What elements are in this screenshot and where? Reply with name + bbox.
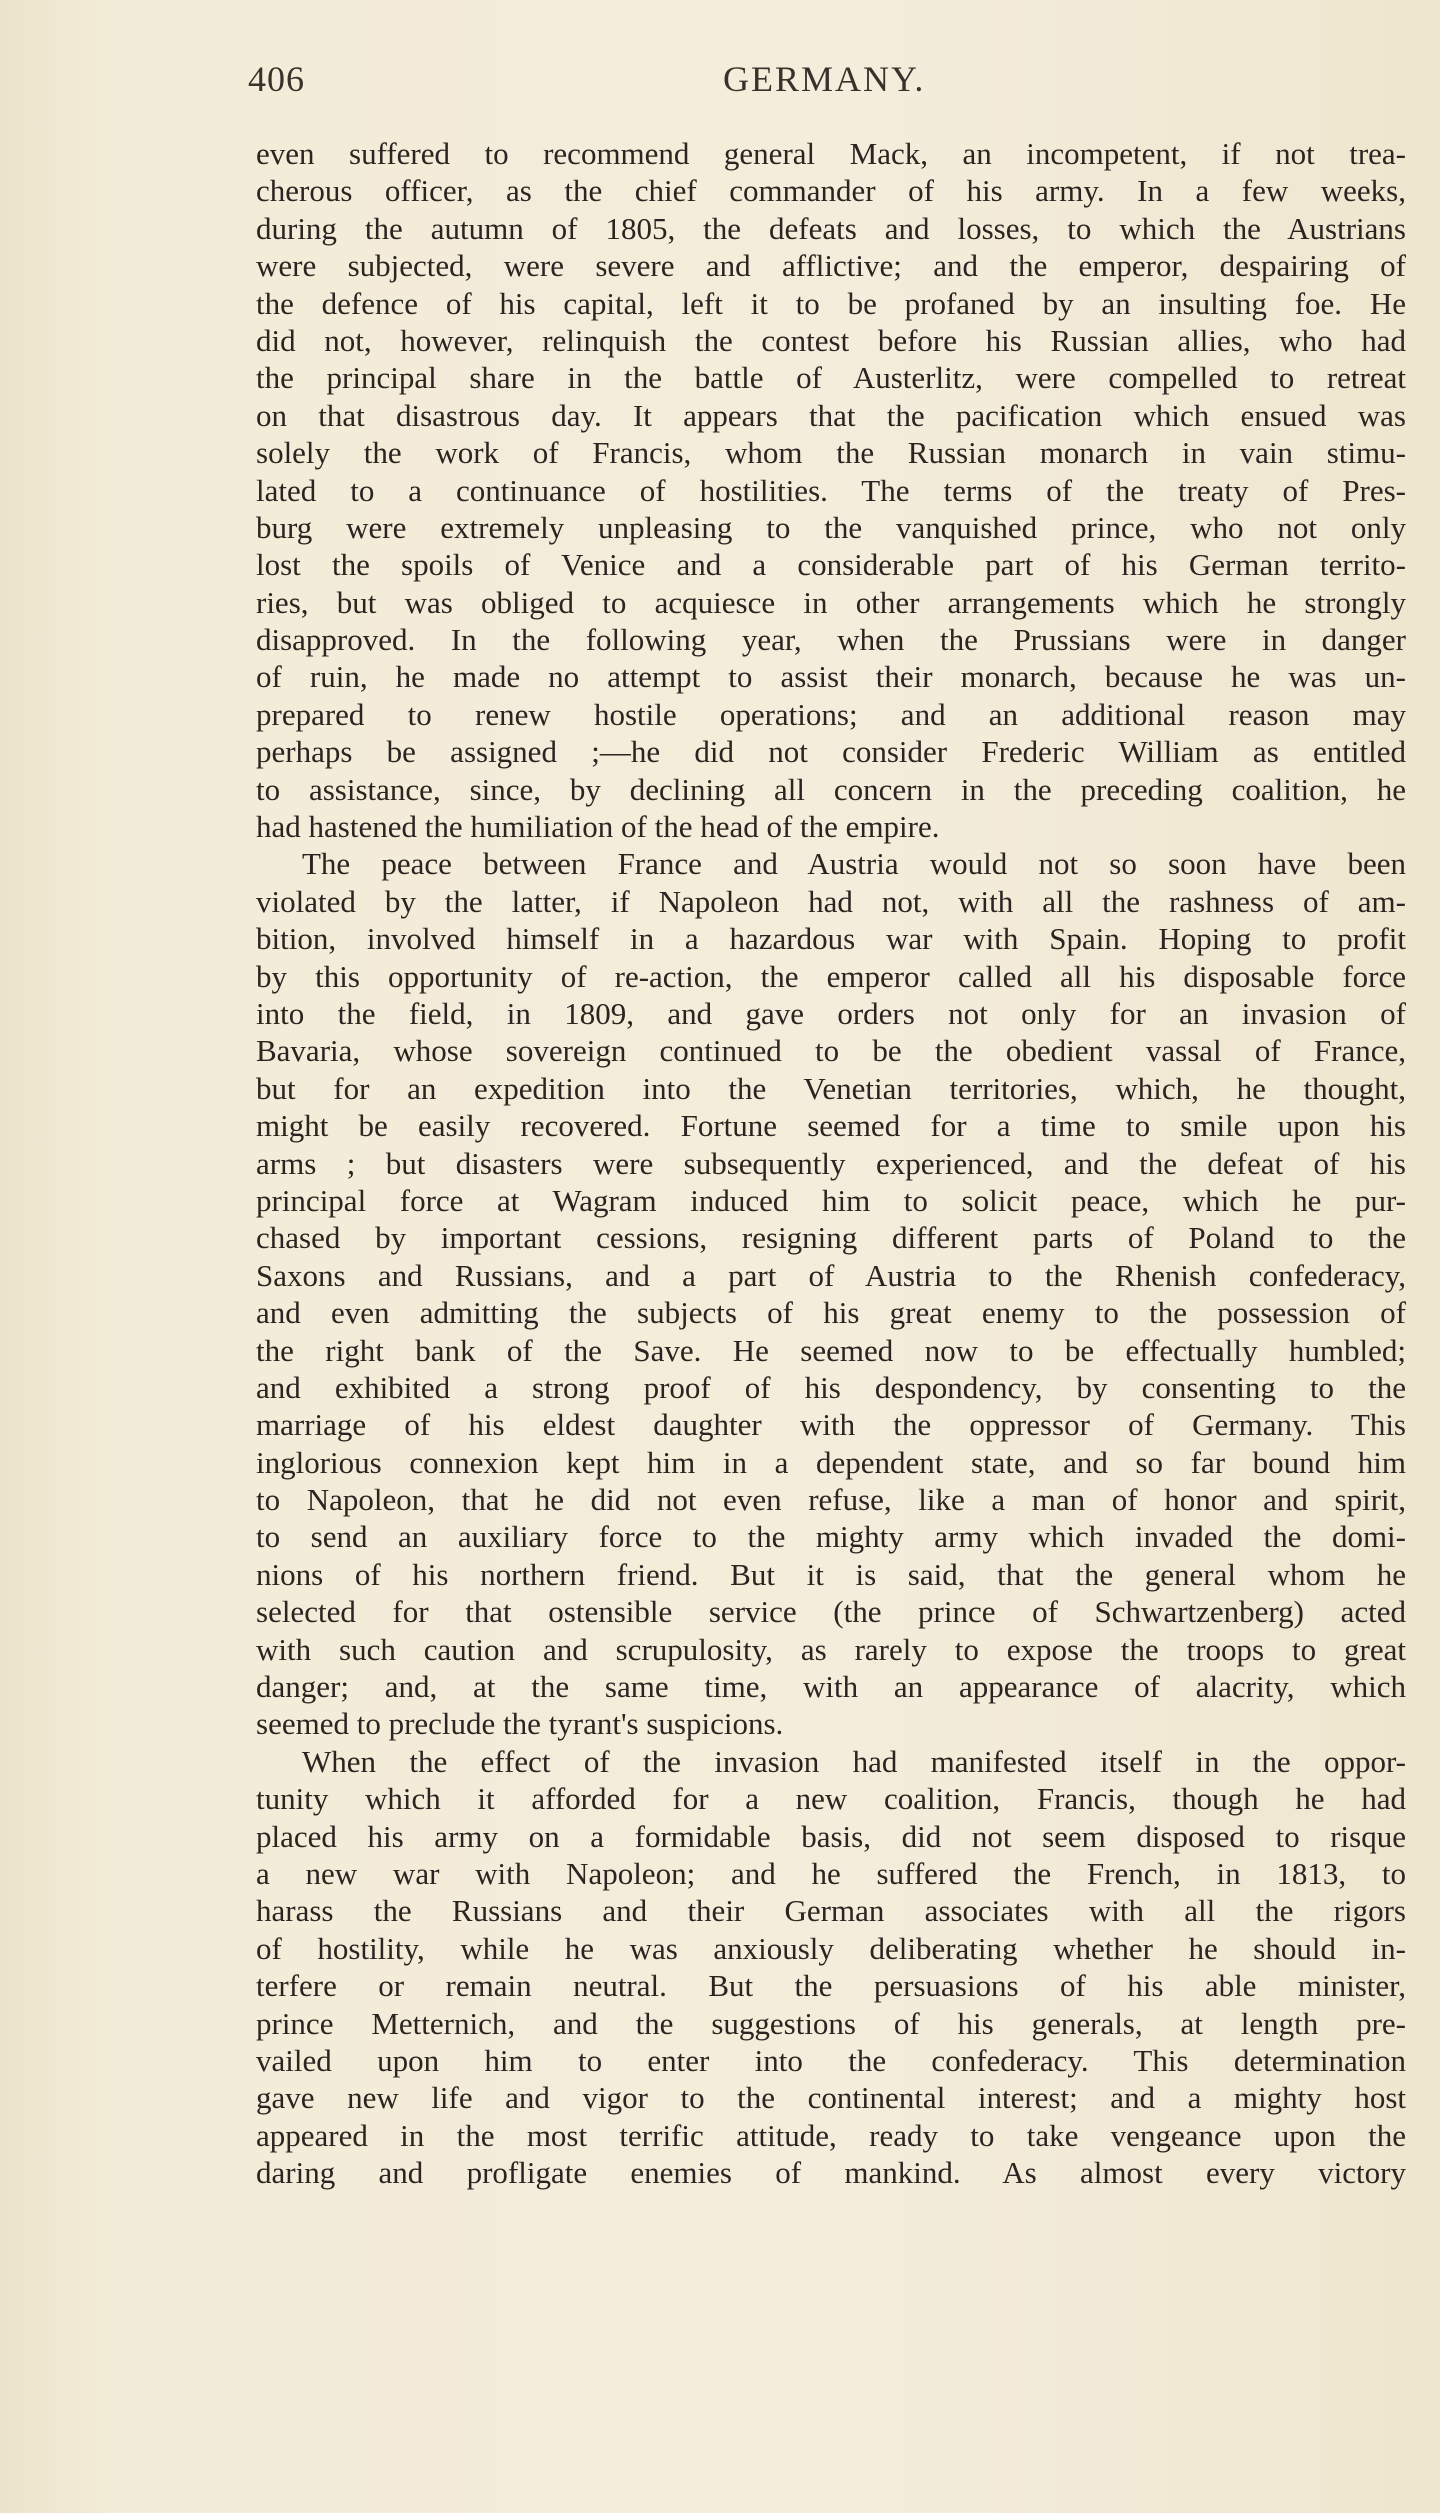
text-line: even suffered to recommend general Mack, an incompetent, if not trea- bbox=[256, 136, 1406, 171]
text-line: with such caution and scrupulosity, as rarely to expose the troops to great bbox=[256, 1631, 1406, 1667]
text-line: cherous officer, as the chief commander of his army. In a few weeks, bbox=[256, 173, 1406, 209]
page-header bbox=[248, 58, 1408, 104]
text-line: the right bank of the Save. He seemed now to be effectually humbled; bbox=[256, 1332, 1406, 1368]
paragraph bbox=[256, 1743, 1406, 2192]
text-line: nions of his northern friend. But it is said, that the general whom he bbox=[256, 1556, 1406, 1592]
text-line: perhaps be assigned ;—he did not consider Frederic William as entitled bbox=[256, 734, 1406, 770]
body-text bbox=[256, 135, 1406, 2191]
text-line: Bavaria, whose sovereign continued to be the obedient vassal of France, bbox=[256, 1033, 1406, 1069]
text-line: to Napoleon, that he did not even refuse, like a man of honor and spirit, bbox=[256, 1482, 1406, 1518]
text-line: inglorious connexion kept him in a dependent state, and so far bound him bbox=[256, 1444, 1406, 1480]
text-line: into the field, in 1809, and gave orders not only for an invasion of bbox=[256, 995, 1406, 1031]
text-line: daring and profligate enemies of mankind. As almost every victory bbox=[256, 2155, 1406, 2191]
text-line: lost the spoils of Venice and a considerable part of his German territo- bbox=[256, 547, 1406, 583]
text-line: placed his army on a formidable basis, did not seem disposed to risque bbox=[256, 1818, 1406, 1854]
text-line: When the effect of the invasion had manifested itself in the oppor- bbox=[302, 1743, 1406, 1779]
text-line: did not, however, relinquish the contest before his Russian allies, who had bbox=[256, 322, 1406, 358]
text-line: principal force at Wagram induced him to solicit peace, which he pur- bbox=[256, 1182, 1406, 1218]
text-line: to send an auxiliary force to the mighty army which invaded the domi- bbox=[256, 1519, 1406, 1555]
text-line: during the autumn of 1805, the defeats and losses, to which the Austrians bbox=[256, 210, 1406, 246]
text-line: solely the work of Francis, whom the Russian monarch in vain stimu- bbox=[256, 435, 1406, 471]
text-line: to assistance, since, by declining all concern in the preceding coalition, he bbox=[256, 771, 1406, 807]
text-line: ries, but was obliged to acquiesce in other arrangements which he strongly bbox=[256, 584, 1406, 620]
text-line: Saxons and Russians, and a part of Austria to the Rhenish confederacy, bbox=[256, 1257, 1406, 1293]
text-line: a new war with Napoleon; and he suffered the French, in 1813, to bbox=[256, 1855, 1406, 1891]
text-line: harass the Russians and their German associates with all the rigors bbox=[256, 1893, 1406, 1929]
text-line: had hastened the humiliation of the head of the empire. bbox=[256, 809, 940, 845]
text-line: but for an expedition into the Venetian territories, which, he thought, bbox=[256, 1070, 1406, 1106]
text-line: vailed upon him to enter into the confederacy. This determination bbox=[256, 2042, 1406, 2078]
text-line: lated to a continuance of hostilities. The terms of the treaty of Pres- bbox=[256, 472, 1406, 508]
text-line: The peace between France and Austria would not so soon have been bbox=[302, 846, 1406, 882]
text-line: prince Metternich, and the suggestions of his generals, at length pre- bbox=[256, 2005, 1406, 2041]
text-line: the defence of his capital, left it to be profaned by an insulting foe. He bbox=[256, 285, 1406, 321]
text-line: appeared in the most terrific attitude, ready to take vengeance upon the bbox=[256, 2117, 1406, 2153]
text-line: danger; and, at the same time, with an appearance of alacrity, which bbox=[256, 1669, 1406, 1705]
text-line: by this opportunity of re-action, the emperor called all his disposable force bbox=[256, 958, 1406, 994]
text-line: seemed to preclude the tyrant's suspicions. bbox=[256, 1706, 784, 1742]
paragraph bbox=[256, 845, 1406, 1742]
text-line: burg were extremely unpleasing to the vanquished prince, who not only bbox=[256, 509, 1406, 545]
text-line: gave new life and vigor to the continental interest; and a mighty host bbox=[256, 2080, 1406, 2116]
text-line: tunity which it afforded for a new coalition, Francis, though he had bbox=[256, 1781, 1406, 1817]
text-line: prepared to renew hostile operations; and an additional reason may bbox=[256, 696, 1406, 732]
text-line: terfere or remain neutral. But the persuasions of his able minister, bbox=[256, 1968, 1406, 2004]
text-line: might be easily recovered. Fortune seemed for a time to smile upon his bbox=[256, 1108, 1406, 1144]
text-line: violated by the latter, if Napoleon had not, with all the rashness of am- bbox=[256, 883, 1406, 919]
text-line: chased by important cessions, resigning different parts of Poland to the bbox=[256, 1220, 1406, 1256]
page-number: 406 bbox=[248, 59, 305, 99]
text-line: marriage of his eldest daughter with the oppressor of Germany. This bbox=[256, 1407, 1406, 1443]
text-line: were subjected, were severe and afflictive; and the emperor, despairing of bbox=[256, 248, 1406, 284]
text-line: of hostility, while he was anxiously deliberating whether he should in- bbox=[256, 1930, 1406, 1966]
text-line: and even admitting the subjects of his great enemy to the possession of bbox=[256, 1295, 1406, 1331]
paragraph bbox=[256, 135, 1406, 845]
running-head: GERMANY. bbox=[723, 59, 926, 99]
text-line: selected for that ostensible service (the prince of Schwartzenberg) acted bbox=[256, 1594, 1406, 1630]
text-line: the principal share in the battle of Austerlitz, were compelled to retreat bbox=[256, 360, 1406, 396]
text-line: of ruin, he made no attempt to assist their monarch, because he was un- bbox=[256, 659, 1406, 695]
text-line: disapproved. In the following year, when the Prussians were in danger bbox=[256, 622, 1406, 658]
text-line: arms ; but disasters were subsequently experienced, and the defeat of his bbox=[256, 1145, 1406, 1181]
text-line: bition, involved himself in a hazardous war with Spain. Hoping to profit bbox=[256, 921, 1406, 957]
text-line: on that disastrous day. It appears that the pacification which ensued was bbox=[256, 397, 1406, 433]
text-line: and exhibited a strong proof of his despondency, by consenting to the bbox=[256, 1369, 1406, 1405]
